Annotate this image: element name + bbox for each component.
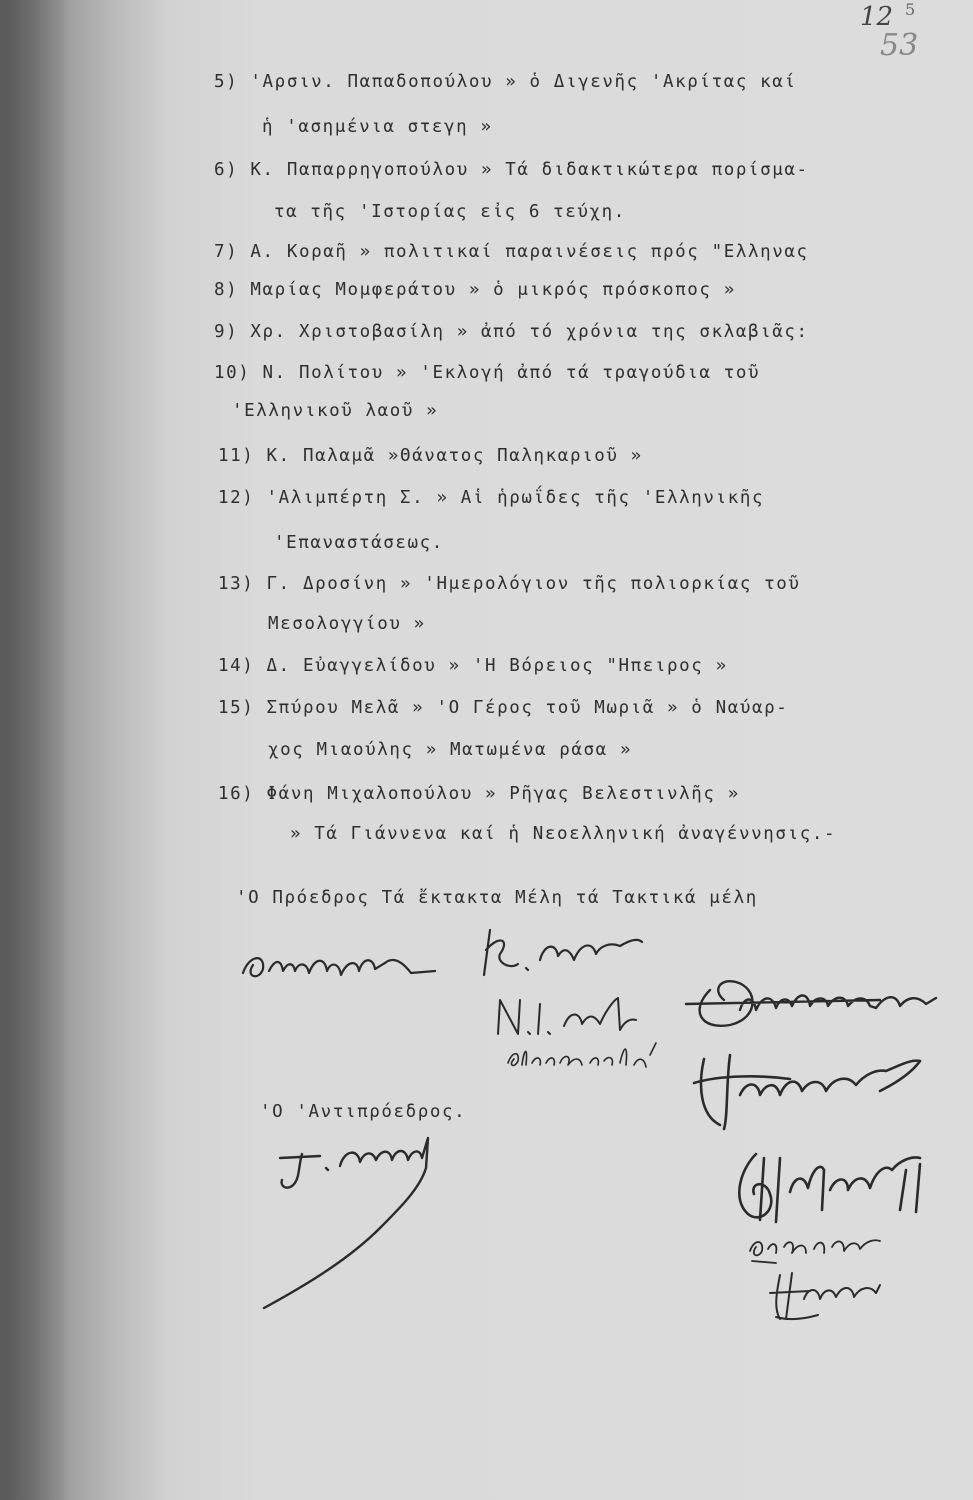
- signature-regular-member-5: [760, 1265, 910, 1325]
- list-line: 11) Κ. Παλαμᾶ »Θάνατος Παληκαριοῦ »: [218, 446, 643, 466]
- signature-president: [235, 935, 455, 995]
- list-line: τα τῆς 'Ιστορίας εἰς 6 τεύχη.: [274, 202, 626, 222]
- list-line: 12) 'Αλιμπέρτη Σ. » Αἱ ἡρωΐδες τῆς 'Ελληνικῆς: [218, 488, 765, 508]
- vice-president-label: 'Ο 'Αντιπρόεδρος.: [260, 1102, 467, 1122]
- signature-regular-member-4: [740, 1225, 890, 1265]
- list-line: ἡ 'ασημένια στεγη »: [262, 117, 493, 137]
- page-number: 12: [860, 2, 894, 32]
- list-line: Μεσολογγίου »: [268, 614, 426, 634]
- page-shadow: [0, 0, 70, 1500]
- list-line: χος Μιαούλης » Ματωμένα ράσα »: [268, 740, 633, 760]
- list-line: 14) Δ. Εὐαγγελίδου » 'Η Βόρειος "Ηπειρος »: [218, 656, 728, 676]
- list-line: » Τά Γιάννενα καί ἡ Νεοελληνική ἀναγέννησις.-: [290, 824, 837, 844]
- signature-regular-member-1: [680, 970, 960, 1040]
- signature-regular-member-2: [680, 1045, 940, 1135]
- list-line: 16) Φάνη Μιχαλοπούλου » Ρῆγας Βελεστινλῆς »: [218, 784, 740, 804]
- list-line: 'Επαναστάσεως.: [274, 533, 444, 553]
- list-line: 10) Ν. Πολίτου » 'Εκλογή ἀπό τά τραγούδια τοῦ: [214, 363, 761, 383]
- signature-extraordinary-member-3: [500, 1035, 680, 1080]
- signature-regular-member-3: [720, 1140, 950, 1230]
- list-line: 6) Κ. Παπαρρηγοπούλου » Τά διδακτικώτερα πορίσμα-: [214, 160, 809, 180]
- list-line: 'Ελληνικοῦ λαοῦ »: [232, 401, 439, 421]
- list-line: 13) Γ. Δροσίνη » 'Ημερολόγιον τῆς πολιορκίας τοῦ: [218, 574, 801, 594]
- list-line: 7) Α. Κοραῆ » πολιτικαί παραινέσεις πρός "Ελληνας: [214, 242, 809, 262]
- list-line: 5) 'Αρσιν. Παπαδοπούλου » ὁ Διγενῆς 'Ακρίτας καί: [214, 72, 797, 92]
- signature-vice-president: [240, 1128, 480, 1318]
- signature-header: 'Ο Πρόεδρος Τά ἔκτακτα Μέλη τά Τακτικά μέλη: [236, 888, 758, 908]
- page-number-superscript: 5: [905, 0, 916, 19]
- list-line: 8) Μαρίας Μομφεράτου » ὁ μικρός πρόσκοπος »: [214, 280, 736, 300]
- page-number-alt: 53: [880, 28, 919, 63]
- list-line: 9) Χρ. Χριστοβασίλη » ἀπό τό χρόνια της σκλαβιᾶς:: [214, 322, 809, 342]
- signature-extraordinary-member-1: [470, 920, 650, 990]
- list-line: 15) Σπύρου Μελᾶ » 'Ο Γέρος τοῦ Μωριᾶ » ὁ Ναύαρ-: [218, 698, 789, 718]
